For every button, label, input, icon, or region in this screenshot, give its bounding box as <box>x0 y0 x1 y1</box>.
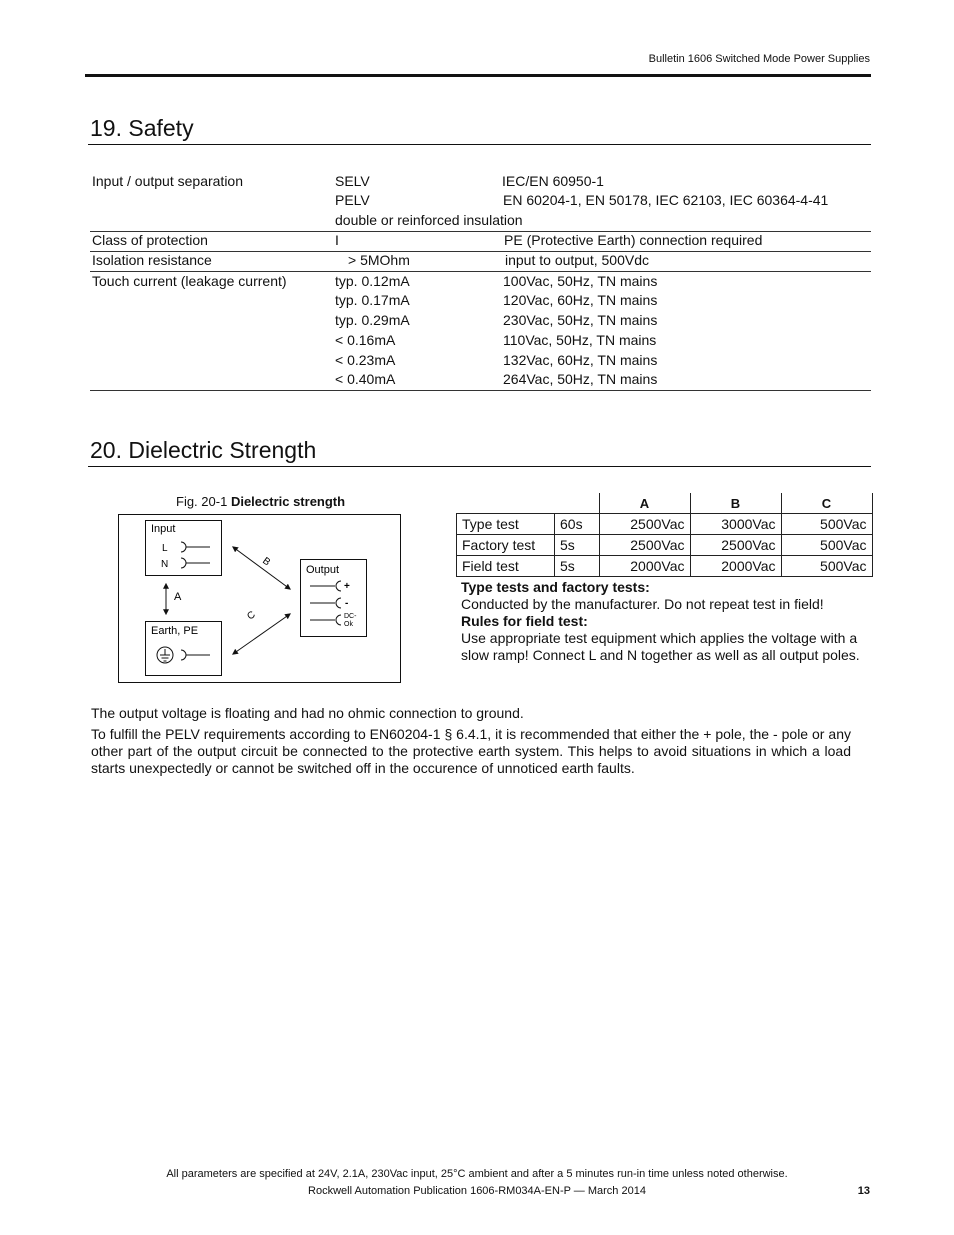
cell-note: 100Vac, 50Hz, TN mains <box>503 273 658 289</box>
table-row <box>457 535 873 556</box>
test-time: 60s <box>555 514 600 535</box>
ground-icon <box>157 647 173 663</box>
arrow-b <box>233 547 290 589</box>
figure-caption <box>176 494 345 509</box>
cell-note: 264Vac, 50Hz, TN mains <box>503 371 658 387</box>
paragraph-floating: The output voltage is floating and had no ohmic connection to ground. <box>91 705 524 721</box>
cell-note: 110Vac, 50Hz, TN mains <box>503 332 657 348</box>
col-header-c: C <box>781 493 872 514</box>
notes-text-2: Use appropriate test equipment which applies the voltage with a slow ramp! Connect L and N together as well as all output poles. <box>461 630 860 663</box>
arrow-c-label: C <box>245 609 258 623</box>
header-bulletin: Bulletin 1606 Switched Mode Power Supplies <box>648 53 870 65</box>
cell-value: < 0.23mA <box>335 352 396 368</box>
output-label: Output <box>306 564 340 576</box>
terminal-l-icon <box>181 542 186 552</box>
value-a: 2000Vac <box>599 556 690 577</box>
section-rule <box>88 144 871 145</box>
notes-text-1: Conducted by the manufacturer. Do not repeat test in field! <box>461 596 824 612</box>
figure-label: Fig. 20-1 <box>176 494 228 509</box>
cell-note: input to output, 500Vdc <box>505 252 649 268</box>
terminal-pe-icon <box>181 650 186 660</box>
value-c: 500Vac <box>781 556 872 577</box>
table-rule <box>90 271 871 272</box>
section-rule <box>88 466 871 467</box>
col-header-b: B <box>690 493 781 514</box>
row-label: Isolation resistance <box>92 252 212 268</box>
cell-value: SELV <box>335 173 370 189</box>
section-title-dielectric: 20. Dielectric Strength <box>90 437 317 463</box>
row-label: Touch current (leakage current) <box>92 273 287 289</box>
terminal-l-label: L <box>162 543 168 554</box>
arrow-b-label: B <box>260 555 273 569</box>
row-label: Class of protection <box>92 232 208 248</box>
section-title-safety: 19. Safety <box>90 115 194 141</box>
table-rule <box>90 390 871 391</box>
test-time: 5s <box>555 556 600 577</box>
table-row <box>457 556 873 577</box>
cell-note: IEC/EN 60950-1 <box>502 173 604 189</box>
notes-heading-1: Type tests and factory tests: <box>461 579 650 595</box>
value-b: 2500Vac <box>690 535 781 556</box>
test-name: Field test <box>457 556 555 577</box>
dielectric-table <box>456 493 873 577</box>
value-b: 3000Vac <box>690 514 781 535</box>
terminal-n-label: N <box>161 559 169 570</box>
row-label: Input / output separation <box>92 173 243 189</box>
dielectric-diagram <box>118 514 401 683</box>
table-header-row <box>457 493 873 514</box>
input-label: Input <box>151 523 176 535</box>
footer-note: All parameters are specified at 24V, 2.1A, 230Vac input, 25°C ambient and after a 5 minutes run-in time unless noted otherwise. <box>166 1168 788 1180</box>
footer-publication: Rockwell Automation Publication 1606-RM034A-EN-P — March 2014 <box>308 1185 646 1197</box>
header-rule <box>85 74 871 77</box>
value-c: 500Vac <box>781 535 872 556</box>
cell-value: < 0.16mA <box>335 332 396 348</box>
cell-value: typ. 0.29mA <box>335 312 410 328</box>
cell-note: 132Vac, 60Hz, TN mains <box>503 352 658 368</box>
value-a: 2500Vac <box>599 514 690 535</box>
output-minus-icon <box>336 598 341 608</box>
cell-note: EN 60204-1, EN 50178, IEC 62103, IEC 60364-4-41 <box>503 192 829 208</box>
test-time: 5s <box>555 535 600 556</box>
test-name: Type test <box>457 514 555 535</box>
test-name: Factory test <box>457 535 555 556</box>
cell-value: I <box>335 232 339 248</box>
value-c: 500Vac <box>781 514 872 535</box>
cell-value: typ. 0.12mA <box>335 273 410 289</box>
output-dcok-icon <box>336 615 341 625</box>
arrow-c <box>233 614 290 654</box>
figure-title: Dielectric strength <box>230 494 346 509</box>
cell-note: 120Vac, 60Hz, TN mains <box>503 292 658 308</box>
output-plus-label: + <box>344 581 350 592</box>
page-number: 13 <box>857 1185 870 1197</box>
diagram-frame <box>119 515 401 683</box>
earth-label: Earth, PE <box>151 625 199 637</box>
cell-note: PE (Protective Earth) connection required <box>504 232 763 248</box>
paragraph-pelv: To fulfill the PELV requirements according to EN60204-1 § 6.4.1, it is recommended that either the + pole, the - pole or any other part of the output circuit be connected to the protective earth system. This helps to avoid situations in which a load starts unexpectedly or cannot be switched off in the occurence of unnoticed earth faults. <box>91 726 851 776</box>
terminal-n-icon <box>181 558 186 568</box>
col-header-a: A <box>599 493 690 514</box>
cell-note: 230Vac, 50Hz, TN mains <box>503 312 658 328</box>
cell-value: > 5MOhm <box>348 252 410 268</box>
arrow-a-label: A <box>174 591 182 603</box>
table-row <box>457 514 873 535</box>
value-a: 2500Vac <box>599 535 690 556</box>
cell-value: double or reinforced insulation <box>335 212 523 228</box>
cell-value: < 0.40mA <box>335 371 396 387</box>
test-notes <box>461 579 861 664</box>
notes-heading-2: Rules for field test: <box>461 613 588 629</box>
cell-value: PELV <box>335 192 370 208</box>
output-plus-icon <box>336 581 341 591</box>
output-dcok-label-2: Ok <box>344 621 353 628</box>
value-b: 2000Vac <box>690 556 781 577</box>
output-dcok-label-1: DC- <box>344 613 357 620</box>
output-minus-label: - <box>345 598 349 609</box>
cell-value: typ. 0.17mA <box>335 292 410 308</box>
